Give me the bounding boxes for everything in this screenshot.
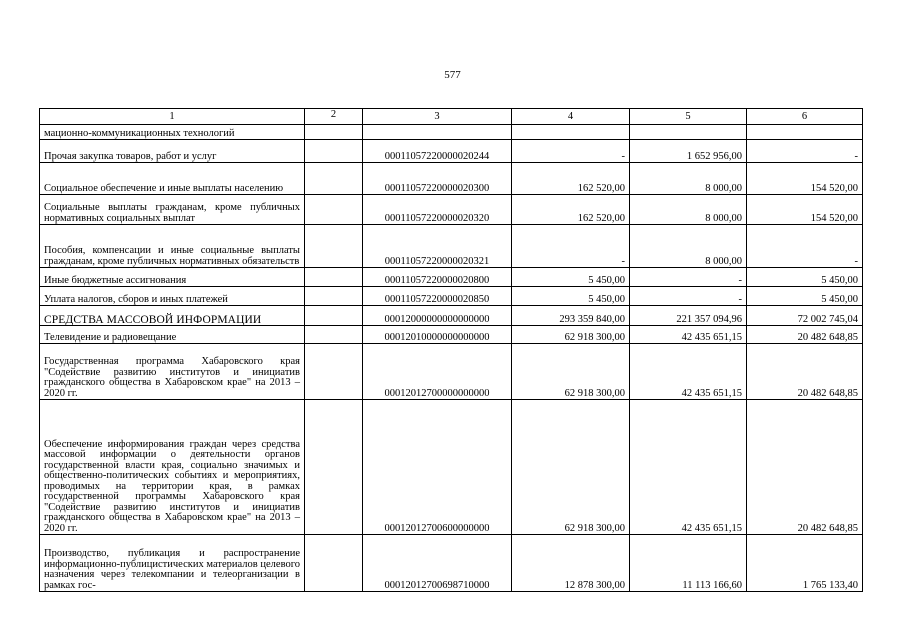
column-2-cell — [305, 125, 363, 140]
row-name-cell: Социальное обеспечение и иные выплаты населению — [40, 163, 305, 195]
budget-code-cell: 00012012700000000000 — [363, 344, 512, 400]
column-4-value: 5 450,00 — [512, 287, 630, 306]
column-2-cell — [305, 195, 363, 225]
row-name-cell: Телевидение и радиовещание — [40, 326, 305, 344]
column-2-cell — [305, 225, 363, 268]
budget-code-cell: 00012012700600000000 — [363, 400, 512, 535]
column-6-value: 20 482 648,85 — [747, 344, 863, 400]
column-5-value: 1 652 956,00 — [630, 140, 747, 163]
column-header-5: 5 — [630, 109, 747, 125]
row-name-cell: Производство, публикация и распространение информационно-публицистических материалов целевого назначения через телекомпании и телеорганизации в рамках гос- — [40, 535, 305, 592]
column-5-value: - — [630, 268, 747, 287]
budget-code-cell: 00012010000000000000 — [363, 326, 512, 344]
column-5-value: 42 435 651,15 — [630, 326, 747, 344]
table-row — [40, 268, 863, 287]
column-2-cell — [305, 140, 363, 163]
table-row — [40, 225, 863, 268]
row-name-cell: Прочая закупка товаров, работ и услуг — [40, 140, 305, 163]
column-6-value: 5 450,00 — [747, 287, 863, 306]
column-5-value — [630, 125, 747, 140]
page-number: 577 — [444, 69, 461, 81]
column-6-value: 1 765 133,40 — [747, 535, 863, 592]
column-4-value: 162 520,00 — [512, 195, 630, 225]
row-name-cell: Иные бюджетные ассигнования — [40, 268, 305, 287]
column-2-cell — [305, 306, 363, 326]
budget-code-cell: 00011057220000020320 — [363, 195, 512, 225]
column-4-value: 12 878 300,00 — [512, 535, 630, 592]
table-row — [40, 306, 863, 326]
column-5-value: 11 113 166,60 — [630, 535, 747, 592]
column-header-1: 1 — [40, 109, 305, 125]
column-4-value: 5 450,00 — [512, 268, 630, 287]
row-name-cell: Пособия, компенсации и иные социальные выплаты гражданам, кроме публичных нормативных обязательств — [40, 225, 305, 268]
column-4-value: - — [512, 140, 630, 163]
budget-code-cell: 00011057220000020800 — [363, 268, 512, 287]
column-6-value: 154 520,00 — [747, 163, 863, 195]
column-5-value: 42 435 651,15 — [630, 400, 747, 535]
column-6-value: 20 482 648,85 — [747, 326, 863, 344]
budget-code-cell: 00012000000000000000 — [363, 306, 512, 326]
column-4-value: 62 918 300,00 — [512, 344, 630, 400]
column-4-value: 293 359 840,00 — [512, 306, 630, 326]
column-header-4: 4 — [512, 109, 630, 125]
table-row — [40, 125, 863, 140]
column-2-cell — [305, 163, 363, 195]
budget-code-cell: 00011057220000020321 — [363, 225, 512, 268]
column-6-value: 72 002 745,04 — [747, 306, 863, 326]
column-5-value: 42 435 651,15 — [630, 344, 747, 400]
column-6-value — [747, 125, 863, 140]
row-name-cell: мационно-коммуникационных технологий — [40, 125, 305, 140]
column-5-value: 221 357 094,96 — [630, 306, 747, 326]
table-row — [40, 344, 863, 400]
budget-code-cell: 00011057220000020850 — [363, 287, 512, 306]
table-header-row — [40, 109, 863, 125]
table-row — [40, 287, 863, 306]
budget-code-cell: 00012012700698710000 — [363, 535, 512, 592]
table-row — [40, 326, 863, 344]
row-name-cell: Государственная программа Хабаровского края "Содействие развитию институтов и инициатив гражданского общества в Хабаровском крае" на 2013 – 2020 гг. — [40, 344, 305, 400]
row-name-cell: СРЕДСТВА МАССОВОЙ ИНФОРМАЦИИ — [40, 306, 305, 326]
column-5-value: 8 000,00 — [630, 225, 747, 268]
column-4-value: 62 918 300,00 — [512, 400, 630, 535]
column-4-value — [512, 125, 630, 140]
column-2-cell — [305, 326, 363, 344]
column-5-value: 8 000,00 — [630, 163, 747, 195]
budget-table — [39, 108, 863, 592]
column-5-value: 8 000,00 — [630, 195, 747, 225]
row-name-cell: Социальные выплаты гражданам, кроме публичных нормативных социальных выплат — [40, 195, 305, 225]
column-6-value: - — [747, 140, 863, 163]
column-4-value: 162 520,00 — [512, 163, 630, 195]
column-2-cell — [305, 268, 363, 287]
table-row — [40, 400, 863, 535]
row-name-cell: Уплата налогов, сборов и иных платежей — [40, 287, 305, 306]
row-name-cell: Обеспечение информирования граждан через средства массовой информации о деятельности органов государственной власти края, социально значимых и общественно-политических событиях и мероприятиях, проводимых на территории края, в рамках государственной программы Хабаровского края "Содействие развитию институтов и инициатив гражданского общества в Хабаровском крае" на 2013 – 2020 гг. — [40, 400, 305, 535]
column-4-value: 62 918 300,00 — [512, 326, 630, 344]
table-row — [40, 195, 863, 225]
column-2-cell — [305, 287, 363, 306]
column-2-cell — [305, 535, 363, 592]
table-row — [40, 140, 863, 163]
table-row — [40, 535, 863, 592]
column-header-6: 6 — [747, 109, 863, 125]
column-header-2: 2 — [305, 109, 363, 125]
table-row — [40, 163, 863, 195]
column-header-3: 3 — [363, 109, 512, 125]
column-6-value: 20 482 648,85 — [747, 400, 863, 535]
column-2-cell — [305, 344, 363, 400]
budget-code-cell — [363, 125, 512, 140]
column-2-cell — [305, 400, 363, 535]
column-4-value: - — [512, 225, 630, 268]
budget-code-cell: 00011057220000020300 — [363, 163, 512, 195]
budget-code-cell: 00011057220000020244 — [363, 140, 512, 163]
column-6-value: 154 520,00 — [747, 195, 863, 225]
column-5-value: - — [630, 287, 747, 306]
column-6-value: 5 450,00 — [747, 268, 863, 287]
column-6-value: - — [747, 225, 863, 268]
